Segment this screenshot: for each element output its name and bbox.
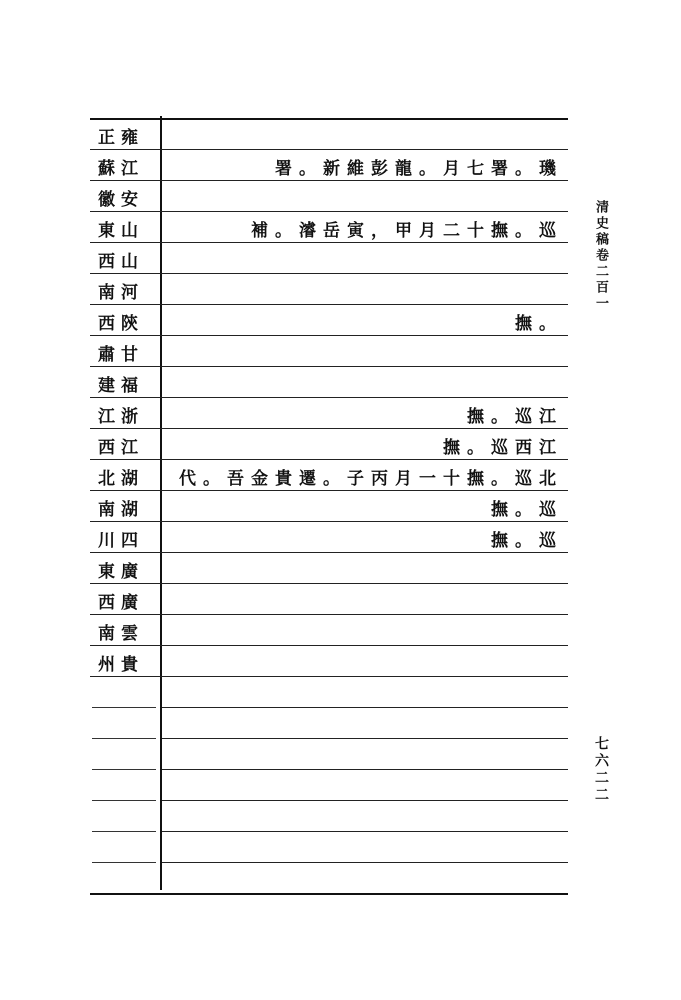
governor-entry: 撫。巡 xyxy=(491,500,563,520)
governor-entry xyxy=(163,275,563,306)
table-row xyxy=(0,492,681,523)
governor-entry: 補。濬岳寅，甲月二十撫。巡 xyxy=(251,221,563,241)
table-row xyxy=(0,616,681,647)
rule-dash xyxy=(92,769,156,770)
table-row xyxy=(0,368,681,399)
province-label: 南湖 xyxy=(98,500,144,520)
rule-line xyxy=(90,273,568,274)
governor-entry xyxy=(163,244,563,275)
rule-line xyxy=(90,645,568,646)
rule-line xyxy=(90,459,568,460)
province-label: 建福 xyxy=(98,376,144,396)
rule-line xyxy=(90,304,568,305)
province-label: 徽安 xyxy=(98,190,144,210)
province-label: 肅甘 xyxy=(98,345,144,365)
province-label: 西陝 xyxy=(98,314,144,334)
rule-line xyxy=(162,831,568,832)
table-row xyxy=(0,430,681,461)
governor-entry: 撫。 xyxy=(515,314,563,334)
table-row xyxy=(0,182,681,213)
rule-line xyxy=(90,676,568,677)
table-row xyxy=(0,120,681,151)
province-label: 南雲 xyxy=(98,624,144,644)
governor-entry: 撫。巡 xyxy=(491,531,563,551)
table-row xyxy=(0,213,681,244)
rule-line xyxy=(90,614,568,615)
province-label: 川四 xyxy=(98,531,144,551)
rule-line xyxy=(90,242,568,243)
table-row xyxy=(0,585,681,616)
governor-entry xyxy=(163,120,563,151)
province-label: 江浙 xyxy=(98,407,144,427)
governor-entry xyxy=(163,647,563,678)
province-label: 蘇江 xyxy=(98,159,144,179)
table-row xyxy=(0,647,681,678)
province-label: 西江 xyxy=(98,438,144,458)
province-label: 東廣 xyxy=(98,562,144,582)
province-label: 西山 xyxy=(98,252,144,272)
table-row xyxy=(0,461,681,492)
governor-entry xyxy=(163,182,563,213)
table-row xyxy=(0,244,681,275)
governor-entry xyxy=(163,337,563,368)
table-row xyxy=(0,554,681,585)
province-label: 西廣 xyxy=(98,593,144,613)
governor-entry: 撫。巡江 xyxy=(467,407,563,427)
table-row xyxy=(0,523,681,554)
rule-line xyxy=(162,707,568,708)
governor-entry xyxy=(163,554,563,585)
rule-dash xyxy=(92,738,156,739)
province-label: 州貴 xyxy=(98,655,144,675)
table-row xyxy=(0,306,681,337)
rule-line xyxy=(90,149,568,150)
rule-line xyxy=(90,583,568,584)
rule-line xyxy=(90,397,568,398)
province-label: 東山 xyxy=(98,221,144,241)
table-row xyxy=(0,399,681,430)
table-row xyxy=(0,275,681,306)
province-label: 北湖 xyxy=(98,469,144,489)
rule-dash xyxy=(92,831,156,832)
governor-entry xyxy=(163,368,563,399)
governor-entry: 代。吾金貴遷。子丙月一十撫。巡北 xyxy=(179,469,563,489)
table-row xyxy=(0,337,681,368)
page-number: 七六二二 xyxy=(593,736,609,804)
rule-dash xyxy=(92,862,156,863)
rule-line xyxy=(162,738,568,739)
rule-line xyxy=(90,552,568,553)
rule-line xyxy=(90,366,568,367)
governor-entry: 撫。巡西江 xyxy=(443,438,563,458)
governor-entry: 署。新維彭龍。月七署。璣 xyxy=(275,159,563,179)
rule-line xyxy=(90,521,568,522)
book-title: 清史稿卷二百一 xyxy=(593,200,608,312)
rule-line xyxy=(162,769,568,770)
rule-line xyxy=(90,180,568,181)
rule-line xyxy=(90,118,568,120)
bottom-rule xyxy=(90,893,568,895)
rule-line xyxy=(162,862,568,863)
rule-line xyxy=(90,335,568,336)
rule-line xyxy=(162,800,568,801)
rule-dash xyxy=(92,800,156,801)
rule-line xyxy=(90,428,568,429)
governor-entry xyxy=(163,616,563,647)
governor-entry xyxy=(163,585,563,616)
rule-dash xyxy=(92,707,156,708)
table-row xyxy=(0,151,681,182)
province-label: 正雍 xyxy=(98,128,144,148)
rule-line xyxy=(90,211,568,212)
rule-line xyxy=(90,490,568,491)
province-label: 南河 xyxy=(98,283,144,303)
